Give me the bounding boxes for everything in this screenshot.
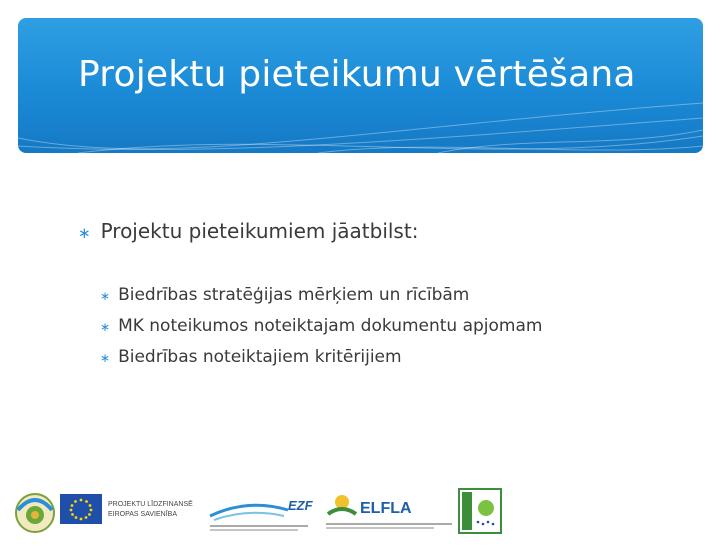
sub-bullet — [100, 347, 402, 367]
page-title: Projektu pieteikumu vērtēšana — [78, 54, 636, 95]
sub-bullet-text: Biedrības stratēģijas mērķiem un rīcībām — [118, 285, 470, 305]
logo-strip — [10, 488, 710, 534]
title-banner — [18, 18, 703, 153]
sub-bullet-text: Biedrības noteiktajiem kritērijiem — [118, 347, 402, 367]
sub-bullet — [100, 285, 469, 305]
asterisk-bullet-icon: ∗ — [100, 289, 111, 303]
ezf-label: EZF — [288, 498, 313, 513]
main-bullet-text: Projektu pieteikumiem jāatbilst: — [100, 219, 419, 243]
eu-text: PROJEKTU LĪDZFINANSĒ EIROPAS SAVIENĪBA — [108, 501, 193, 518]
sub-bullet-text: MK noteikumos noteiktajam dokumentu apjomam — [118, 316, 543, 336]
main-bullet — [78, 219, 418, 243]
asterisk-bullet-icon: ∗ — [78, 224, 91, 242]
asterisk-bullet-icon: ∗ — [100, 351, 111, 365]
asterisk-bullet-icon: ∗ — [100, 320, 111, 334]
partnership-logo-icon — [12, 488, 58, 534]
eu-flag-icon — [60, 494, 102, 524]
sub-bullet — [100, 316, 542, 336]
eu-logo — [60, 488, 102, 534]
elfla-label: ELFLA — [360, 500, 412, 517]
leader-logo-icon — [458, 488, 502, 534]
